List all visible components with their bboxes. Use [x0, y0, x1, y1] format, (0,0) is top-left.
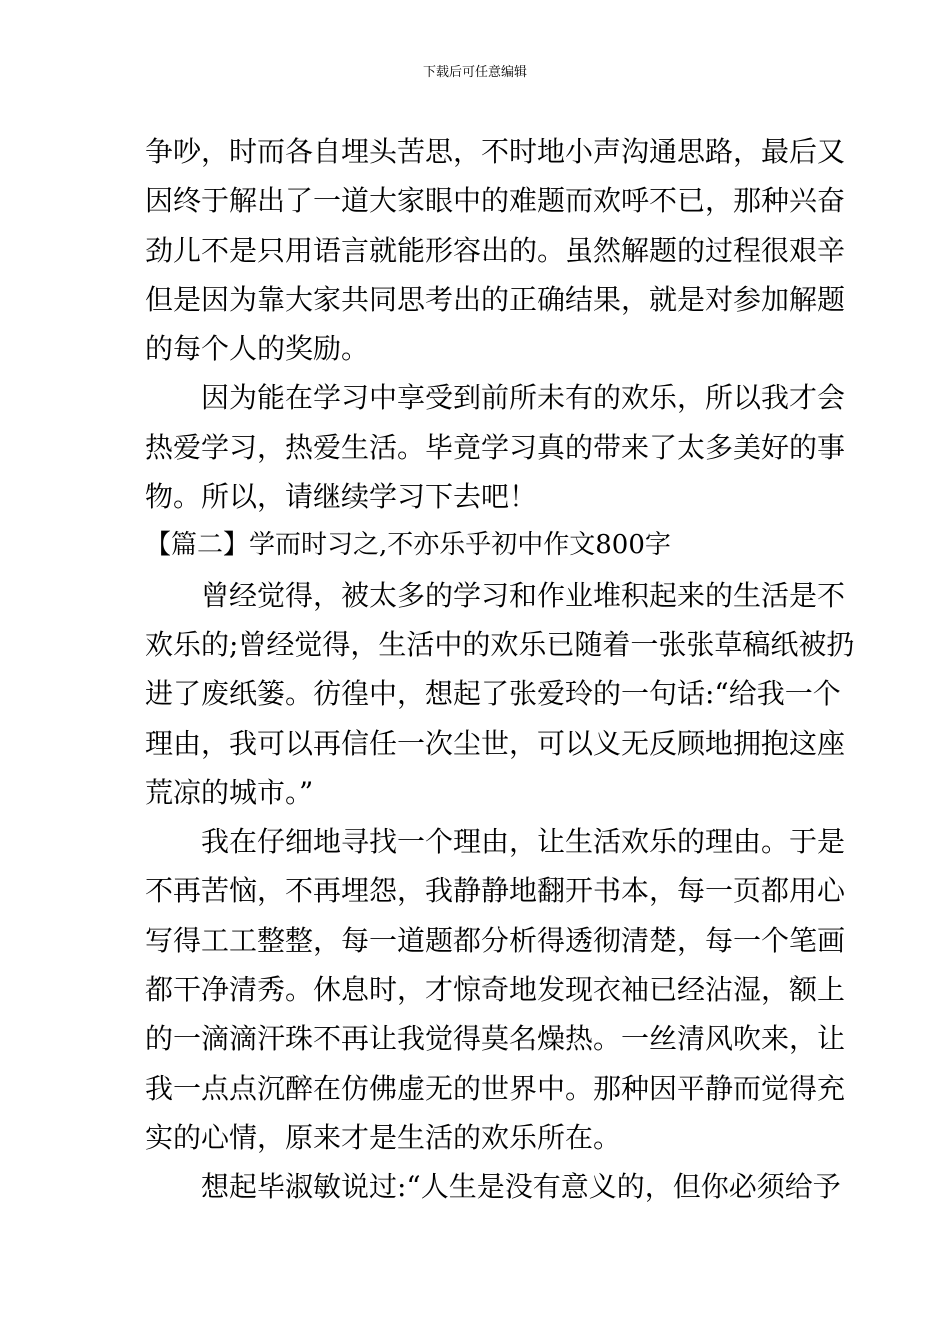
- text-line: 荒凉的城市。”: [145, 775, 314, 809]
- section-heading: 【篇二】学而时习之,不亦乐乎初中作文800字: [145, 530, 671, 561]
- text-line: 物。所以，请继续学习下去吧！: [145, 480, 538, 514]
- text-line: 的一滴滴汗珠不再让我觉得莫名燥热。一丝清风吹来，让: [145, 1022, 846, 1056]
- text-line: 都干净清秀。休息时，才惊奇地发现衣袖已经沾湿，额上: [145, 973, 846, 1007]
- text-line: 劲儿不是只用语言就能形容出的。虽然解题的过程很艰辛: [145, 233, 846, 267]
- text-line: 但是因为靠大家共同思考出的正确结果，就是对参加解题: [145, 282, 846, 316]
- paragraph-start-line: 想起毕淑敏说过:“人生是没有意义的，但你必须给予: [201, 1170, 841, 1204]
- text-line: 争吵，时而各自埋头苦思，不时地小声沟通思路，最后又: [145, 135, 846, 168]
- paragraph-start-line: 因为能在学习中享受到前所未有的欢乐，所以我才会: [201, 381, 846, 415]
- text-line: 理由，我可以再信任一次尘世，可以义无反顾地拥抱这座: [145, 726, 846, 760]
- page-header: 下载后可任意编辑: [422, 65, 527, 80]
- text-line: 热爱学习，热爱生活。毕竟学习真的带来了太多美好的事: [145, 430, 846, 464]
- text-line: 因终于解出了一道大家眼中的难题而欢呼不已，那种兴奋: [145, 184, 846, 218]
- text-line: 的每个人的奖励。: [145, 332, 370, 366]
- text-line: 实的心情，原来才是生活的欢乐所在。: [145, 1120, 622, 1154]
- text-line: 写得工工整整，每一道题都分析得透彻清楚，每一个笔画: [145, 923, 846, 957]
- text-line: 欢乐的;曾经觉得，生活中的欢乐已随着一张张草稿纸被扔: [145, 627, 855, 661]
- body-text: [145, 127, 855, 1212]
- text-line: 进了废纸篓。彷徨中，想起了张爱玲的一句话:“给我一个: [145, 677, 841, 711]
- paragraph-start-line: 我在仔细地寻找一个理由，让生活欢乐的理由。于是: [201, 825, 846, 859]
- text-line: 我一点点沉醉在仿佛虚无的世界中。那种因平静而觉得充: [145, 1071, 846, 1105]
- paragraph-start-line: 曾经觉得，被太多的学习和作业堆积起来的生活是不: [201, 578, 846, 612]
- text-line: 不再苦恼，不再埋怨，我静静地翻开书本，每一页都用心: [145, 874, 846, 908]
